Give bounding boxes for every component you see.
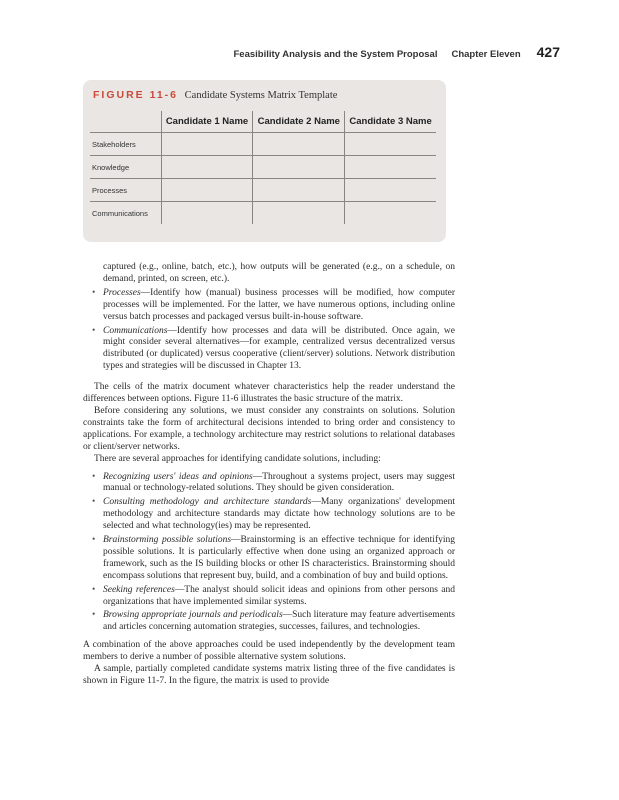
column-header: Candidate 1 Name (161, 111, 253, 133)
paragraph: There are several approaches for identifying candidate solutions, including: (94, 453, 381, 464)
table-cell (161, 202, 253, 225)
figure-11-6 (83, 80, 446, 242)
table-cell (161, 179, 253, 202)
list-term: Recognizing users' ideas and opinions (103, 471, 253, 482)
paragraph: Before considering any solutions, we must consider any constraints on solutions. Solution constraints take the form of architectural decisions intended to bring order and consistency to applications. For example, a technology architecture may restrict solutions to relational databases or client/server networks. (83, 405, 455, 452)
table-cell (253, 202, 345, 225)
table-cell (345, 202, 436, 225)
list-item (103, 610, 455, 634)
table-cell (345, 133, 436, 156)
list-item (103, 288, 455, 324)
list-term: Processes (103, 287, 141, 298)
list-text: —Such literature may feature advertisements and articles concerning automation strategies, successes, failures, and technologies. (103, 610, 455, 633)
list-term: Seeking references (103, 584, 175, 595)
running-title: Feasibility Analysis and the System Proposal (233, 49, 438, 60)
figure-title (93, 89, 436, 105)
table-header-row (90, 111, 436, 133)
row-header: Knowledge (90, 156, 161, 179)
table-cell (253, 156, 345, 179)
list-item (103, 326, 455, 374)
paragraph: A combination of the above approaches could be used independently by the development team members to derive a number of possible alternative system solutions. (83, 640, 455, 663)
table-cell (253, 133, 345, 156)
column-header: Candidate 3 Name (345, 111, 436, 133)
corner-cell (90, 111, 161, 133)
table-cell (161, 156, 253, 179)
row-header: Communications (92, 208, 148, 218)
page-number: 427 (536, 44, 560, 60)
paragraph: A sample, partially completed candidate systems matrix listing three of the five candidates is shown in Figure 11-7. In the figure, the matrix is used to provide (83, 664, 455, 686)
list-text: —Identify how (manual) business processes will be modified, how computer processes will be implemented. For the latter, we have numerous options, including online versus batch processes and packaged versus built-in-house software. (103, 287, 455, 322)
table-cell (161, 133, 253, 156)
candidate-matrix-table (90, 111, 436, 224)
table-row (90, 202, 436, 225)
running-head (0, 44, 560, 60)
list-item-continued: captured (e.g., online, batch, etc.), how outputs will be generated (e.g., on a schedule, on demand, printed, on screen, etc.). (103, 262, 455, 284)
list-text: —Throughout a systems project, users may suggest manual or technology-related solutions. They should be given consideration. (103, 471, 455, 494)
list-text: —Brainstorming is an effective technique for identifying possible solutions. It is particularly effective when done using an organized approach or framework, such as the IS building blocks or other IS characteristics. Brainstorming should encompass solutions that represent buy, build, and a combination of buy and build options. (103, 535, 455, 581)
list-text: —Many organizations' development methodology and architecture standards may dictate how technology solutions are to be selected and what technology(ies) may be represented. (103, 497, 455, 532)
row-header: Processes (90, 179, 161, 202)
list-item (103, 585, 455, 609)
paragraph: The cells of the matrix document whatever characteristics help the reader understand the differences between options. Figure 11-6 illustrates the basic structure of the matrix. (83, 382, 455, 405)
chapter-label: Chapter Eleven (451, 49, 521, 60)
bullet-list (83, 472, 455, 635)
list-item (103, 535, 455, 583)
table-row (90, 156, 436, 179)
column-header: Candidate 2 Name (253, 111, 345, 133)
table-row (90, 133, 436, 156)
list-term: Consulting methodology and architecture standards (103, 497, 312, 508)
list-term: Communications (103, 325, 168, 336)
table-row (90, 179, 436, 202)
table-cell (345, 156, 436, 179)
figure-label: FIGURE 11-6 (93, 89, 179, 101)
list-term: Brainstorming possible solutions (103, 535, 232, 546)
table-cell (253, 179, 345, 202)
table-cell (345, 179, 436, 202)
list-text: —The analyst should solicit ideas and opinions from other persons and organizations that have implemented similar systems. (103, 584, 455, 607)
list-text: —Identify how processes and data will be distributed. Once again, we might consider several alternatives—for example, centralized versus decentralized versus distributed (or duplicated) versus cooperative (client/server) solutions. Network distribution types and strategies will be discussed in Chapter 13. (103, 325, 455, 372)
list-term: Browsing appropriate journals and periodicals (103, 610, 283, 621)
list-item (103, 497, 455, 533)
list-item (103, 472, 455, 496)
bullet-list-continued (83, 262, 455, 373)
row-header: Stakeholders (90, 133, 161, 156)
figure-caption: Candidate Systems Matrix Template (184, 90, 338, 101)
body-text (83, 262, 455, 688)
